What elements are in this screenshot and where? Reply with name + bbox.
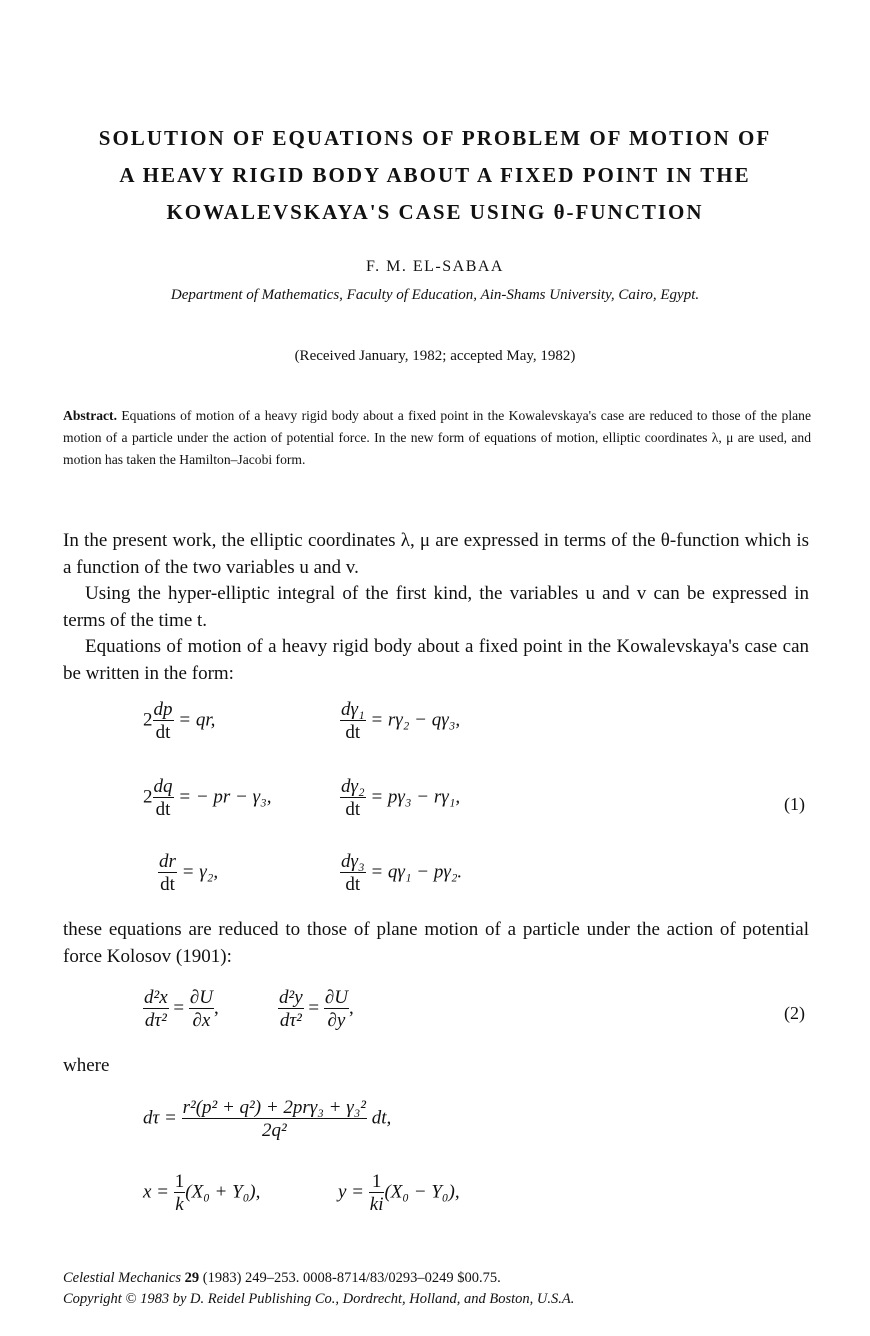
- eq1-row3-right: $\frac{\text{dγ₃}}{dt}$ = qγ₁ − pγ₂.: [341, 851, 463, 895]
- title-line-2: A HEAVY RIGID BODY ABOUT A FIXED POINT IN THE: [119, 163, 751, 187]
- abstract-text: Equations of motion of a heavy rigid body about a fixed point in the Kowalevskaya's case are reduced to those of the plane motion of a particle under the action of potential force. In the new form of equations of motion, elliptic coordinates λ, μ are used, and motion has taken the Hamilton–Jacobi form.: [63, 408, 811, 467]
- eq1-row2-right: $\frac{\text{dγ₂}}{dt}$ = pγ₃ − rγ₁,: [341, 776, 461, 820]
- eq-x: x = $\frac{1}{k}$ (X₀ + Y₀),: [143, 1171, 261, 1215]
- eq1-row1-right: $\frac{\text{dγ₁}}{dt}$ = rγ₂ − qγ₃,: [341, 699, 461, 743]
- eq1-row1-left: 2 $\frac{dp}{dt}$ = qr,: [143, 699, 216, 743]
- copyright-line: Copyright © 1983 by D. Reidel Publishing Co., Dordrecht, Holland, and Boston, U.S.A.: [63, 1291, 575, 1307]
- received-dates: (Received January, 1982; accepted May, 1982): [294, 348, 576, 364]
- abstract: [63, 405, 811, 471]
- author-affiliation: Department of Mathematics, Faculty of Education, Ain-Shams University, Cairo, Egypt.: [170, 287, 700, 303]
- where-label: where: [63, 1055, 110, 1076]
- journal-name: Celestial Mechanics: [63, 1270, 181, 1286]
- paragraph-1: In the present work, the elliptic coordinates λ, μ are expressed in terms of the θ-function which is a function of the two variables u and v.: [63, 530, 809, 578]
- journal-volume: 29: [184, 1270, 200, 1286]
- abstract-label: Abstract.: [63, 408, 117, 423]
- eq-y: y = $\frac{1}{ki}$ (X₀ − Y₀),: [338, 1171, 460, 1215]
- journal-pages-code: (1983) 249–253. 0008-8714/83/0293–0249 $00.75.: [202, 1270, 501, 1286]
- eq1-row3-left: $\frac{dr}{dt}$ = γ₂,: [159, 851, 219, 895]
- journal-citation: [63, 1270, 501, 1287]
- eq1-row2-left: 2 $\frac{dq}{dt}$ = − pr − γ₃,: [143, 776, 272, 820]
- equation-number-2: (2): [784, 1003, 805, 1023]
- paragraph-2: Using the hyper-elliptic integral of the first kind, the variables u and v can be expressed in terms of the time t.: [63, 583, 809, 631]
- eq2-left: $\frac{\text{d²x}}{\text{dτ²}}$ = $\frac{\partial U}{\partial x}$ ,: [144, 987, 219, 1031]
- paragraph-4: these equations are reduced to those of plane motion of a particle under the action of potential force Kolosov (1901):: [63, 919, 809, 967]
- title-line-3: KOWALEVSKAYA'S CASE USING θ-FUNCTION: [166, 200, 704, 224]
- author-name: F. M. EL-SABAA: [366, 258, 504, 275]
- eq-dtau: dτ = $\frac{\text{r²(p² + q²) + 2prγ₃ + γ₃²}}{\text{2q²}}$ dt,: [143, 1097, 392, 1141]
- paper-title: [40, 120, 830, 231]
- eq2-right: $\frac{\text{d²y}}{\text{dτ²}}$ = $\frac{\partial U}{\partial y}$ ,: [279, 987, 354, 1031]
- paragraph-3: Equations of motion of a heavy rigid body about a fixed point in the Kowalevskaya's case can be written in the form:: [63, 636, 809, 684]
- title-line-1: SOLUTION OF EQUATIONS OF PROBLEM OF MOTION OF: [98, 126, 772, 150]
- equation-number-1: (1): [784, 794, 805, 814]
